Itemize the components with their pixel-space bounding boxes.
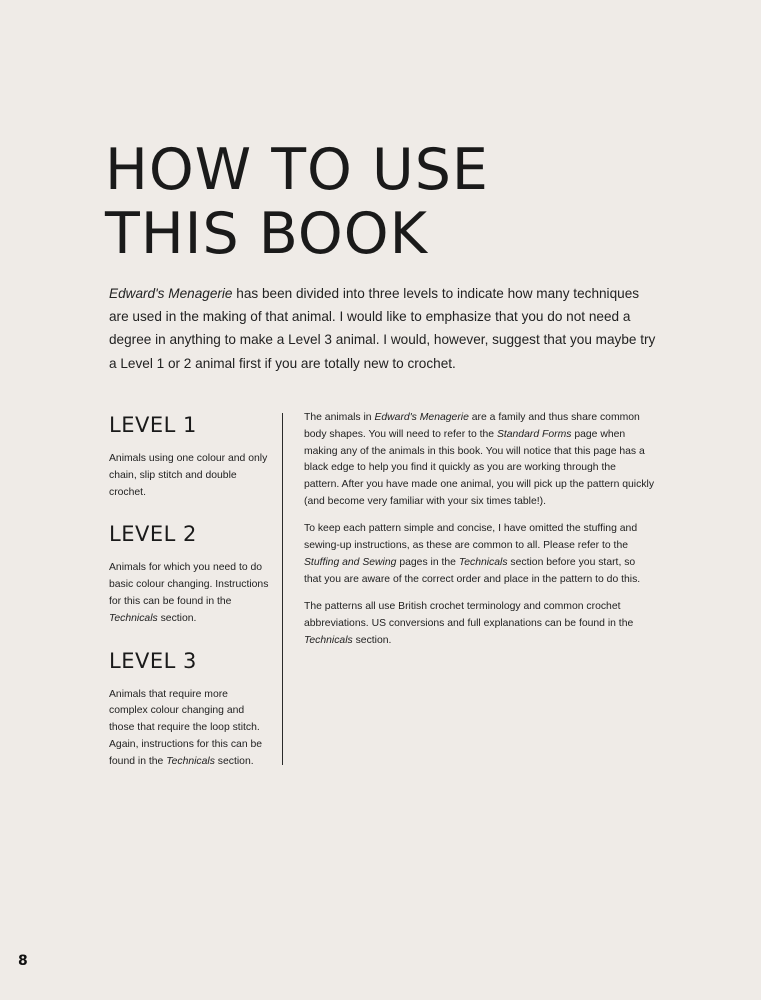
level-1-heading: LEVEL 1 <box>109 413 197 437</box>
level-1-description: Animals using one colour and only chain, slip stitch and double crochet. <box>109 453 268 498</box>
intro-text: has been divided into three levels to indicate how many techniques are used in the making of that animal. I would like to emphasize that you do not need a degree in anything to make a Level 3 animal. I would, however, suggest that you maybe try a Level 1 or 2 animal first if you are totally new to crochet. <box>109 286 656 371</box>
level-3-block <box>109 644 269 771</box>
level-3-text-end: section. <box>214 755 254 767</box>
title-line-1: HOW TO USE <box>105 137 489 203</box>
levels-column <box>109 408 269 787</box>
p2-stuffing-ref: Stuffing and Sewing <box>304 556 397 568</box>
details-column <box>304 410 654 660</box>
p2-text-a: To keep each pattern simple and concise, I have omitted the stuffing and sewing-up instructions, as these are common to all. Please refer to the <box>304 523 638 552</box>
intro-paragraph <box>109 282 657 375</box>
p3-text-a: The patterns all use British crochet terminology and common crochet abbreviations. US conversions and full explanations can be found in the <box>304 600 634 629</box>
level-2-text: Animals for which you need to do basic colour changing. Instructions for this can be found in the <box>109 562 269 607</box>
paragraph-terminology <box>304 599 654 649</box>
column-divider <box>282 413 283 765</box>
level-2-heading: LEVEL 2 <box>109 522 197 547</box>
level-3-technicals-ref: Technicals <box>166 755 215 767</box>
paragraph-stuffing <box>304 521 654 588</box>
level-2-block <box>109 517 269 627</box>
page-title <box>105 138 489 266</box>
level-3-description <box>109 687 269 771</box>
p2-text-c: pages in the <box>396 556 459 568</box>
p1-standard-forms-ref: Standard Forms <box>496 428 572 440</box>
page-number: 8 <box>18 953 28 969</box>
title-line-2: THIS BOOK <box>105 201 429 267</box>
paragraph-standard-forms <box>304 410 654 511</box>
level-3-text: Animals that require more complex colour changing and those that require the loop stitch. Again, instructions for this can be found in the <box>109 688 263 767</box>
p1-text-e: page when making any of the animals in this book. You will notice that this page has a black edge to help you find it quickly as you are working through the pattern. After you have made one animal, you will pick up the pattern quickly (and become very familiar with your six times table!). <box>304 428 655 507</box>
level-2-description <box>109 560 269 627</box>
level-2-text-end: section. <box>157 612 197 624</box>
p2-technicals-ref: Technicals <box>458 556 508 568</box>
intro-book-title: Edward's Menagerie <box>109 286 233 301</box>
level-2-technicals-ref: Technicals <box>109 612 158 624</box>
level-3-heading: LEVEL 3 <box>109 648 197 673</box>
level-1-block <box>109 408 269 501</box>
p1-book-title: Edward's Menagerie <box>374 412 469 423</box>
p3-technicals-ref: Technicals <box>304 634 353 646</box>
p1-text-a: The animals in <box>304 412 375 423</box>
p1-text-c: are a family and thus share common body shapes. You will need to refer to the <box>304 412 640 440</box>
p2-text-e: section before you start, so that you are aware of the correct order and place in the pattern to do this. <box>304 556 641 585</box>
p3-text-c: section. <box>352 634 392 646</box>
